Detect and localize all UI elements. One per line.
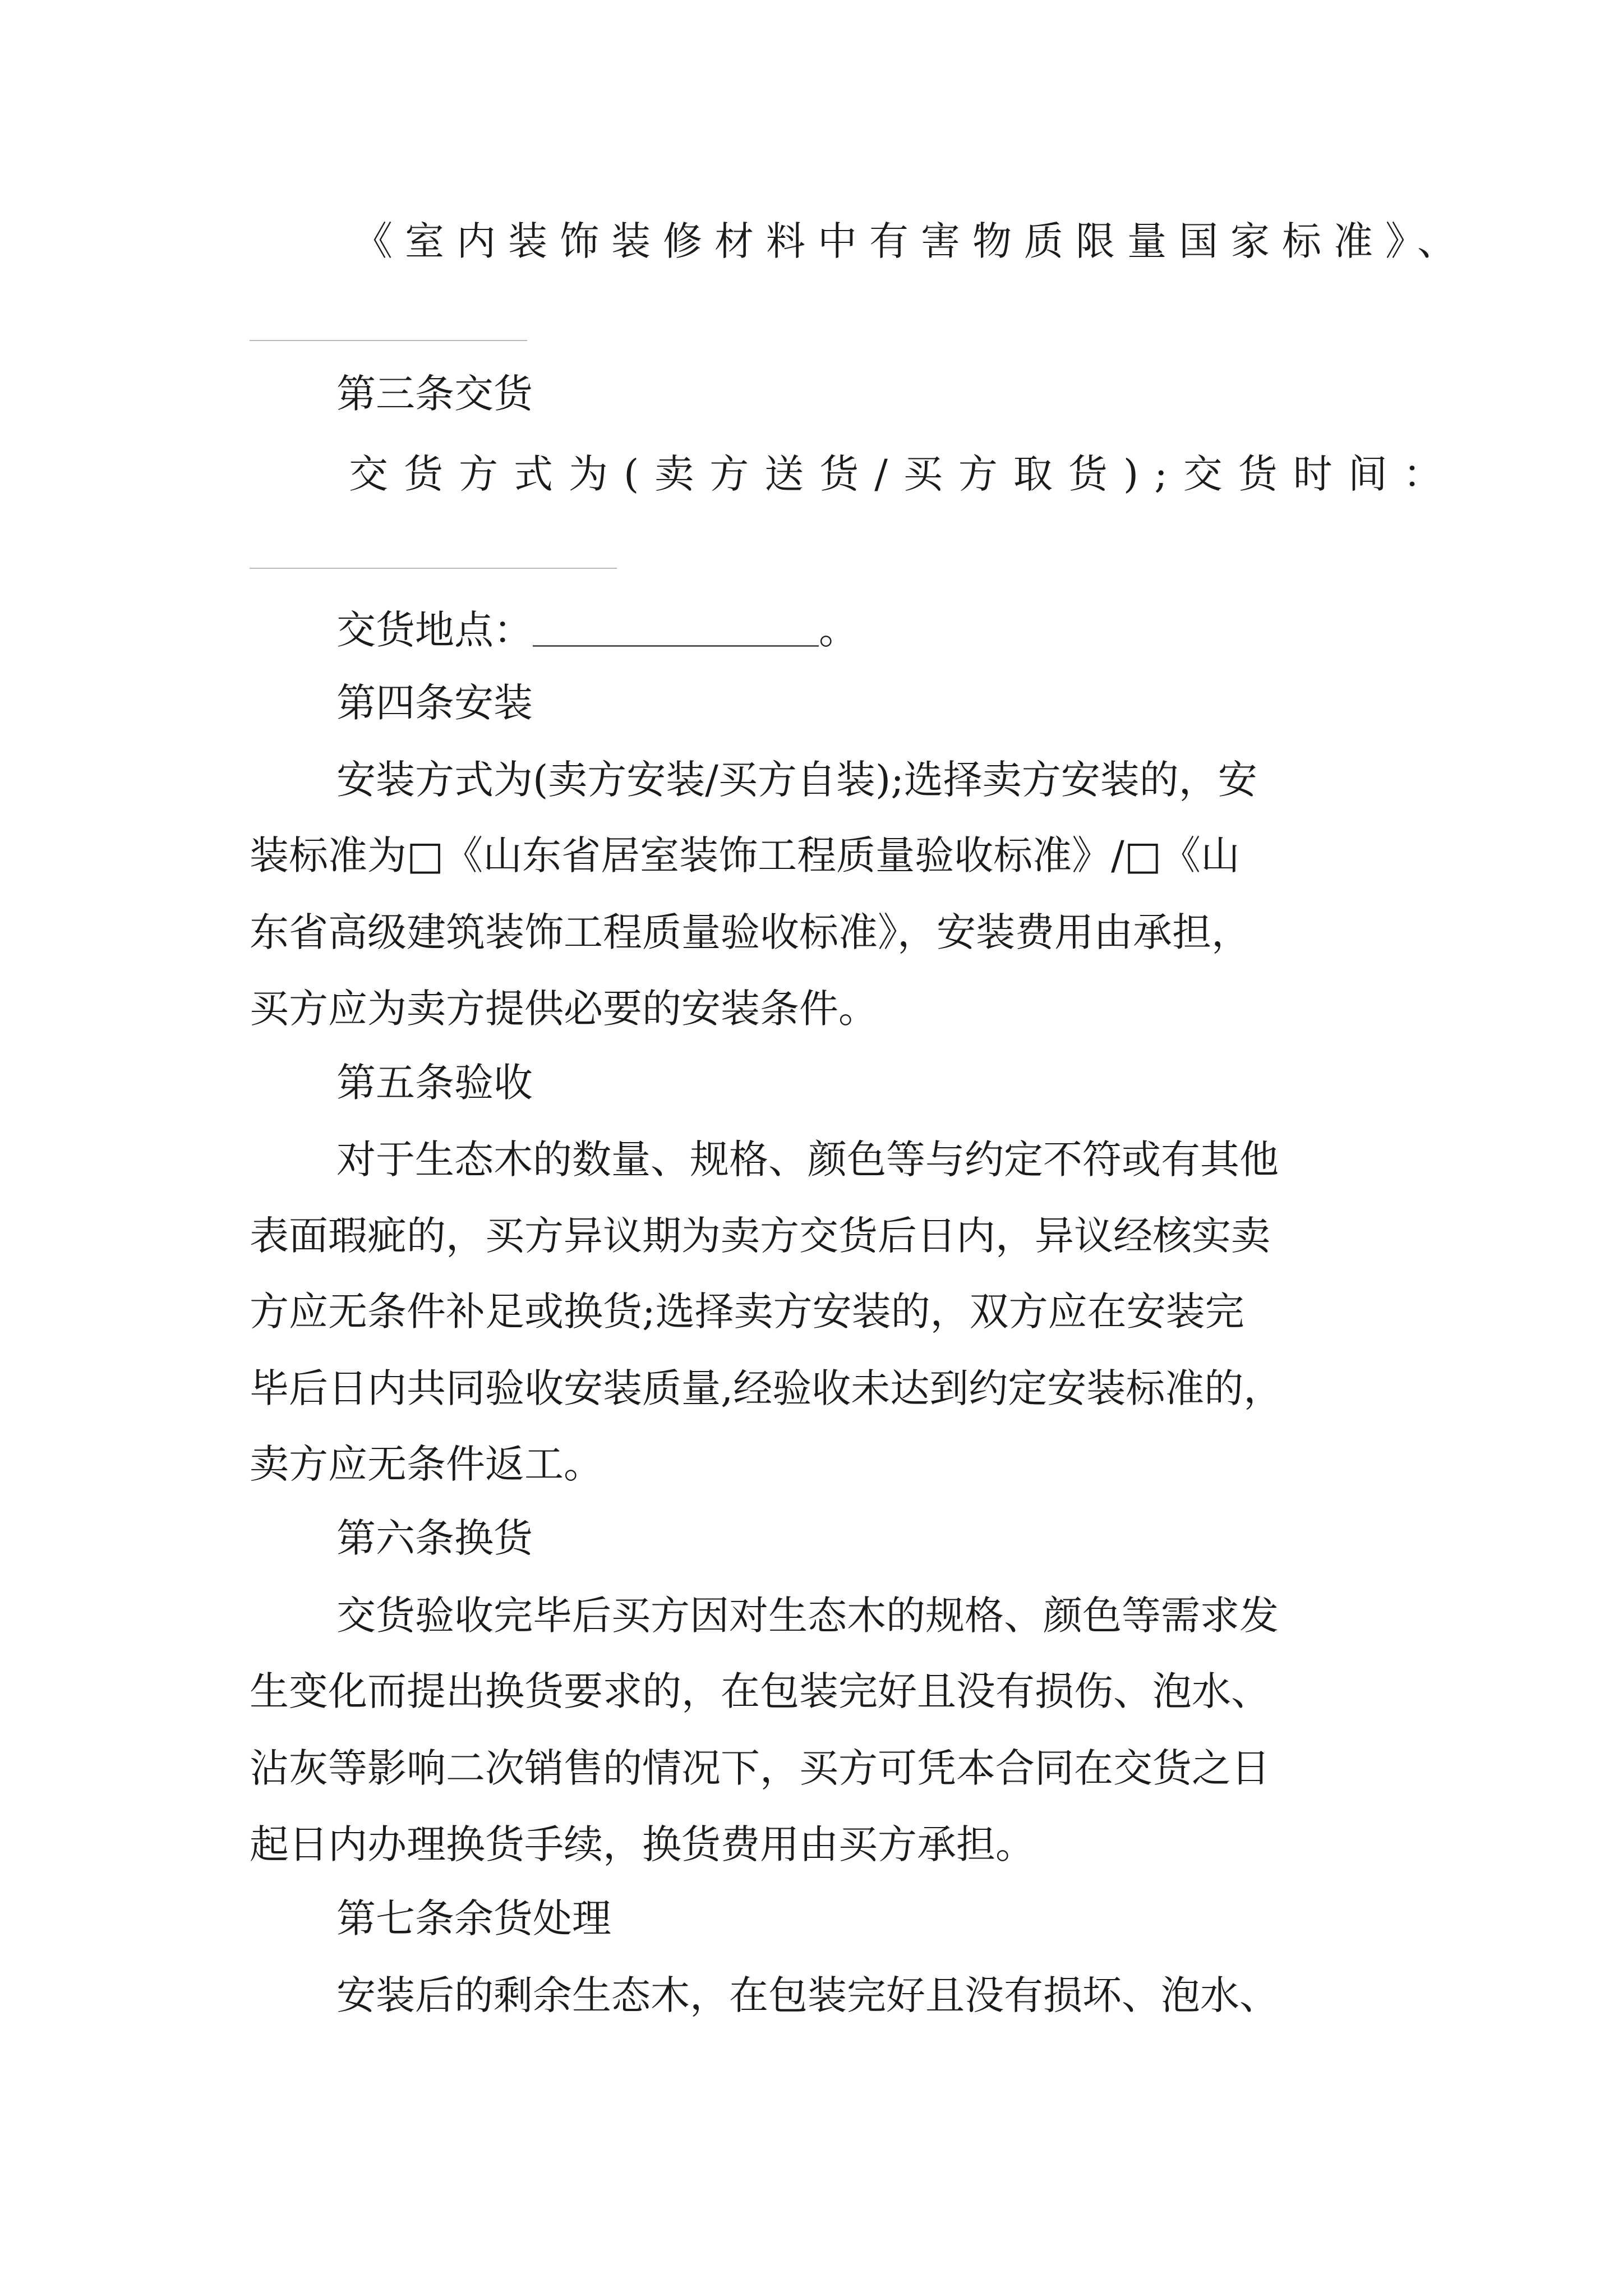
standard-list-line: 《室内装饰装修材料中有害物质限量国家标准》、 [353, 218, 1469, 264]
delivery-location-end: 。 [819, 607, 858, 653]
delivery-location-line [336, 605, 858, 655]
paragraph-line: 起日内办理换货手续，换货费用由买方承担。 [250, 1821, 1035, 1867]
paragraph-line: 东省高级建筑装饰工程质量验收标准》，安装费用由承担， [250, 909, 1251, 955]
section-3-heading: 第三条交货 [336, 371, 533, 417]
paragraph-line: 买方应为卖方提供必要的安装条件。 [250, 986, 878, 1032]
delivery-location-label: 交货地点： [336, 607, 533, 653]
fill-in-blank-delivery-location [533, 611, 819, 647]
paragraph-line: 方应无条件补足或换货;选择卖方安装的，双方应在安装完 [250, 1289, 1244, 1335]
paragraph-line: 沾灰等影响二次销售的情况下，买方可凭本合同在交货之日 [250, 1745, 1270, 1791]
paragraph-line: 装标准为□《山东省居室装饰工程质量验收标准》/□《山 [250, 832, 1240, 878]
paragraph-line: 表面瑕疵的，买方异议期为卖方交货后日内，异议经核实卖 [250, 1213, 1270, 1259]
paragraph-line: 交货验收完毕后买方因对生态木的规格、颜色等需求发 [336, 1593, 1279, 1639]
fill-in-blank-standards [250, 340, 527, 341]
paragraph-line: 卖方应无条件返工。 [250, 1441, 603, 1487]
section-6-heading: 第六条换货 [336, 1515, 533, 1561]
paragraph-line: 毕后日内共同验收安装质量,经验收未达到约定安装标准的， [250, 1365, 1283, 1411]
paragraph-line: 生变化而提出换货要求的，在包装完好且没有损伤、泡水、 [250, 1668, 1270, 1714]
delivery-method-line: 交货方式为(卖方送货/买方取货);交货时间： [349, 451, 1458, 497]
paragraph-line: 安装方式为(卖方安装/买方自装);选择卖方安装的，安 [336, 757, 1257, 803]
paragraph-line: 对于生态木的数量、规格、颜色等与约定不符或有其他 [336, 1137, 1279, 1182]
paragraph-line: 安装后的剩余生态木，在包装完好且没有损坏、泡水、 [336, 1972, 1279, 2018]
section-4-heading: 第四条安装 [336, 680, 533, 726]
fill-in-blank-delivery-time [250, 568, 617, 569]
section-7-heading: 第七条余货处理 [336, 1895, 611, 1941]
section-5-heading: 第五条验收 [336, 1060, 533, 1106]
